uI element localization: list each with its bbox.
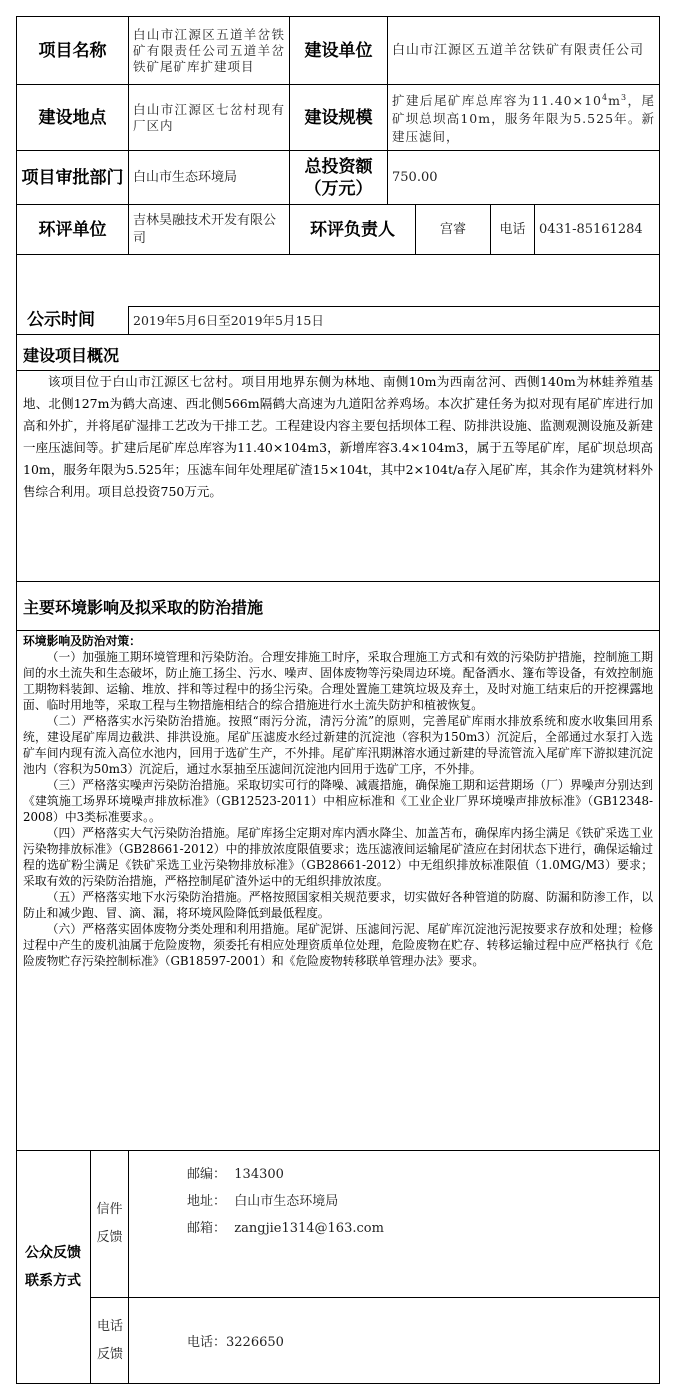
impacts-body [17, 631, 660, 1151]
impacts-heading: 环境影响及防治对策： [23, 634, 141, 648]
overview-title: 建设项目概况 [17, 335, 660, 371]
row-project-name [17, 17, 660, 85]
project-name-value: 白山市江源区五道羊岔铁矿有限责任公司五道羊岔铁矿尾矿库扩建项目 [129, 17, 290, 85]
impact-paragraph-5: （五）严格落实地下水污染防治措施。严格按照国家相关规范要求，切实做好各种管道的防腐、防漏和防渗工作，以防止和减少跑、冒、滴、漏，将环境风险降低到最低程度。 [23, 890, 654, 920]
project-name-label: 项目名称 [17, 17, 129, 85]
email-line: 邮箱： zangjie1314@163.com [187, 1221, 384, 1236]
impact-paragraph-3: （三）严格落实噪声污染防治措施。采取切实可行的降噪、减震措施，确保施工期和运营期场（厂）界噪声分别达到《建筑施工场界环境噪声排放标准》（GB12523-2011）中相应标准和《工业企业厂界环境噪声排放标准》（GB12348-2008）中3类标准要求。。 [23, 778, 654, 824]
row-feedback-letter [17, 1151, 660, 1298]
email-value[interactable]: zangjie1314@163.com [234, 1221, 384, 1236]
approval-label: 项目审批部门 [17, 151, 129, 205]
location-label: 建设地点 [17, 85, 129, 151]
phone-feedback-details: 电话：3226650 [129, 1298, 660, 1384]
row-spacer [17, 255, 660, 307]
eia-unit-value: 吉林昊融技术开发有限公司 [129, 205, 290, 255]
impact-paragraph-4: （四）严格落实大气污染防治措施。尾矿库扬尘定期对库内洒水降尘、加盖苫布，确保库内扬尘满足《铁矿采选工业污染物排放标准》（GB28661-2012）中的排放浓度限值要求；选压滤液间运输尾矿渣应在封闭状态下进行，确保运输过程的选矿粉尘满足《铁矿采选工业污染物排放标准》（GB28661-2012）中无组织排放标准限值（1.0MG/M3）要求；采取有效的污染防治措施，严格控制尾矿渣外运中的无组织排放浓度。 [23, 826, 654, 888]
row-feedback-phone [17, 1298, 660, 1384]
publicity-value: 2019年5月6日至2019年5月15日 [129, 307, 660, 335]
location-value: 白山市江源区七岔村现有厂区内 [129, 85, 290, 151]
row-overview-text [17, 371, 660, 582]
row-location [17, 85, 660, 151]
letter-feedback-label: 信件反馈 [91, 1151, 129, 1298]
postcode-value: 134300 [234, 1167, 284, 1182]
row-eia [17, 205, 660, 255]
address-line: 地址： 白山市生态环境局 [187, 1194, 339, 1209]
info-table [16, 16, 660, 1384]
impact-paragraph-1: （一）加强施工期环境管理和污染防治。合理安排施工时序，采取合理施工方式和有效的污染防护措施，控制施工期间的水土流失和生态破坏，防止施工扬尘、污水、噪声、固体废物等污染周边环境。配备洒水、篷布等设备，有效控制施工期物料装卸、运输、堆放、拌和等过程中的扬尘污染。合理处置施工建筑垃圾及弃土，及时对施工结束后的开挖裸露地面、临时用地等，采取工程与生物措施相结合的综合措施进行水土流失防护和植被恢复。 [23, 650, 654, 712]
eia-unit-label: 环评单位 [17, 205, 129, 255]
builder-label: 建设单位 [290, 17, 388, 85]
publicity-document [16, 16, 659, 1384]
approval-value: 白山市生态环境局 [129, 151, 290, 205]
eia-phone-label: 电话 [491, 205, 535, 255]
letter-feedback-details [129, 1151, 660, 1298]
phone-value: 3226650 [226, 1335, 284, 1350]
builder-value: 白山市江源区五道羊岔铁矿有限责任公司 [388, 17, 660, 85]
row-overview-title [17, 335, 660, 371]
row-impacts-title [17, 582, 660, 631]
scale-label: 建设规模 [290, 85, 388, 151]
investment-label: 总投资额（万元） [290, 151, 388, 205]
impact-paragraph-6: （六）严格落实固体废物分类处理和利用措施。尾矿泥饼、压滤间污泥、尾矿库沉淀池污泥按要求存放和处理；检修过程中产生的废机油属于危险废物，须委托有相应处理资质单位处理，危险废物在贮存、转移运输过程中应严格执行《危险废物贮存污染控制标准》（GB18597-2001）和《危险废物转移联单管理办法》要求。 [23, 922, 654, 968]
eia-person-name: 宫睿 [416, 205, 491, 255]
investment-value: 750.00 [388, 151, 660, 205]
row-impacts-body [17, 631, 660, 1151]
postcode-line: 邮编： 134300 [187, 1167, 284, 1182]
eia-person-label: 环评负责人 [290, 205, 416, 255]
overview-text: 该项目位于白山市江源区七岔村。项目用地界东侧为林地、南侧10m为西南岔河、西侧140m为林蛙养殖基地、北侧127m为鹤大高速、西北侧566m隔鹤大高速为九道阳岔养鸡场。本次扩建任务为拟对现有尾矿库进行加高和外扩，并将尾矿湿排工艺改为干排工艺。工程建设内容主要包括坝体工程、防排洪设施、监测观测设施及新建一座压滤间等。扩建后尾矿库总库容为11.40×104m3，新增库容3.4×104m3，属于五等尾矿库，尾矿坝总坝高10m，服务年限为5.525年；压滤车间年处理尾矿渣15×104t，其中2×104t/a存入尾矿库，其余作为建筑材料外售综合利用。项目总投资750万元。 [17, 371, 660, 582]
phone-feedback-label: 电话反馈 [91, 1298, 129, 1384]
impacts-title: 主要环境影响及拟采取的防治措施 [17, 582, 660, 631]
publicity-label: 公示时间 [17, 307, 129, 335]
eia-phone-value: 0431-85161284 [535, 205, 660, 255]
address-value: 白山市生态环境局 [234, 1194, 339, 1209]
row-publicity [17, 307, 660, 335]
scale-value: 扩建后尾矿库总库容为$11.40\times 10^4m^3$，尾矿坝总坝高10m，服务年限为5.525年。新建压滤间， [388, 85, 660, 151]
feedback-title: 公众反馈联系方式 [17, 1151, 91, 1384]
row-approval [17, 151, 660, 205]
impact-paragraph-2: （二）严格落实水污染防治措施。按照“雨污分流，清污分流”的原则，完善尾矿库雨水排放系统和废水收集回用系统，建设尾矿库周边截洪、排洪设施。尾矿压滤废水经过新建的沉淀池（容积为150m3）沉淀后，全部通过水泵打入选矿车间内现有流入高位水池内，回用于选矿生产，不外排。尾矿库汛期淋溶水通过新建的导流管流入尾矿库下游拟建沉淀池内（容积为50m3）沉淀后，通过水泵抽至压滤间沉淀池内回用于选矿工序，不外排。 [23, 714, 654, 776]
